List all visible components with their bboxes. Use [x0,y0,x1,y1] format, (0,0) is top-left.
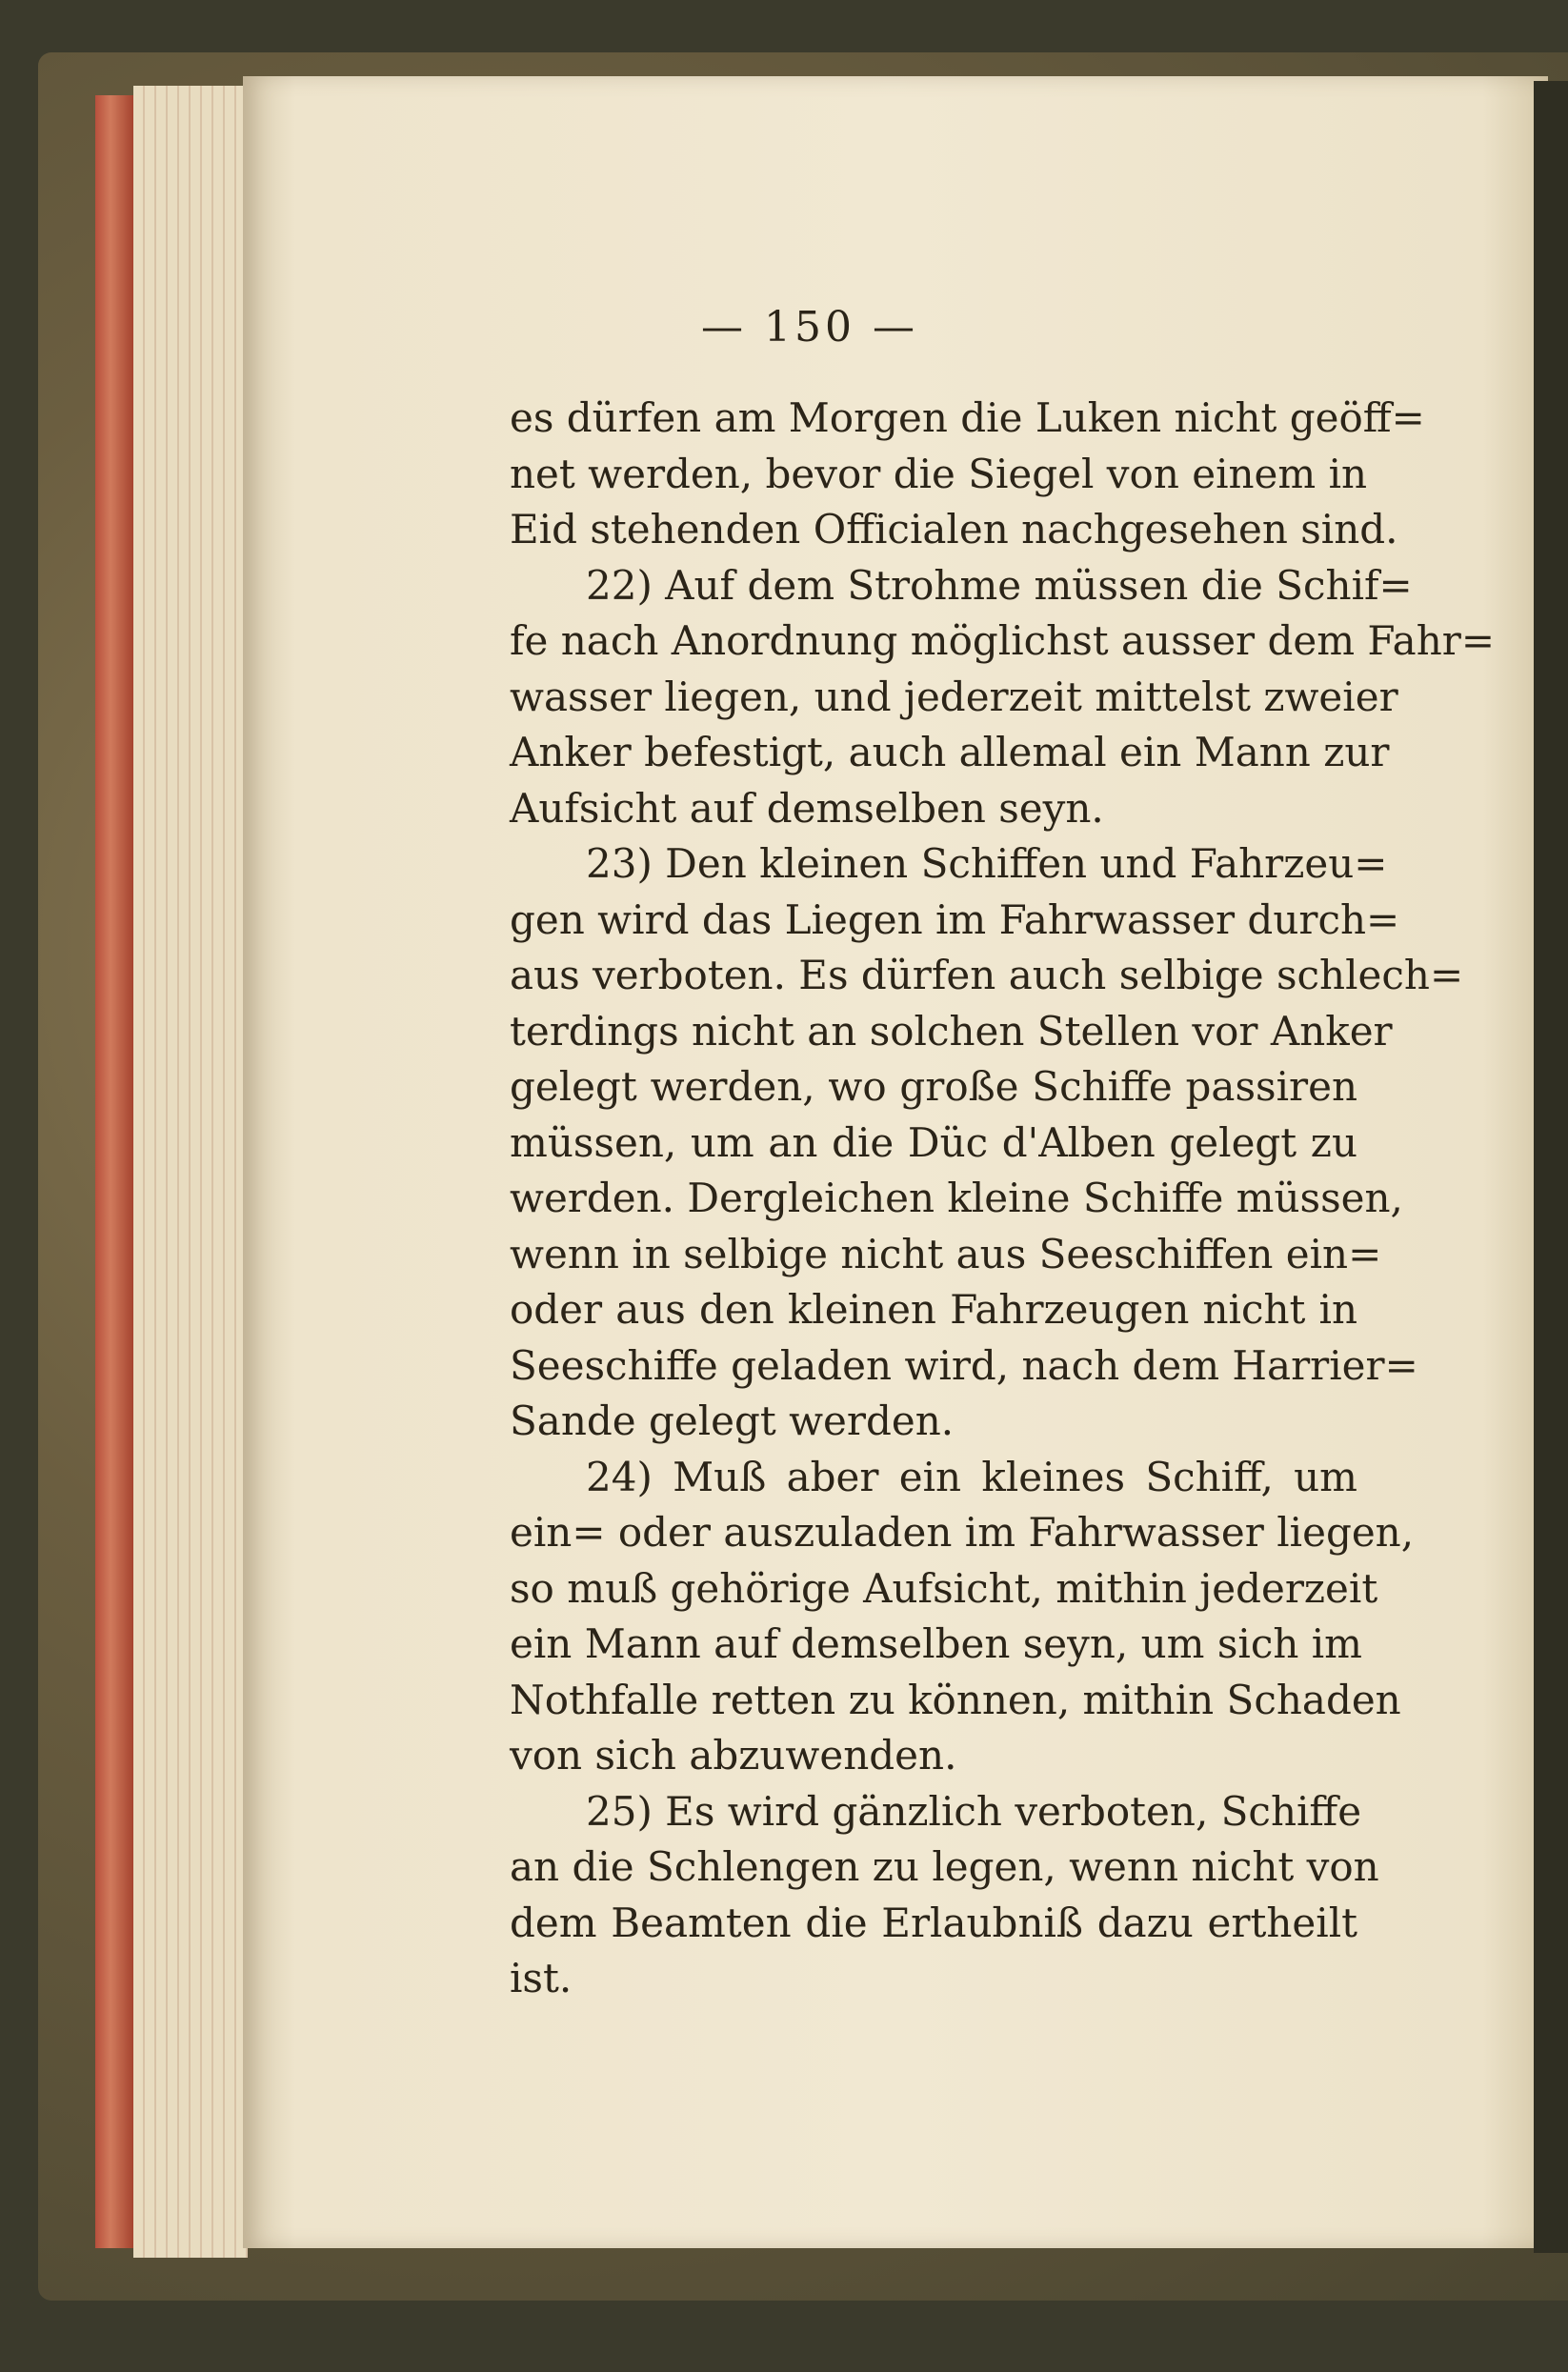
text-line: fe nach Anordnung möglichst ausser dem Fahr= [510,617,1496,664]
text-line: oder aus den kleinen Fahrzeugen nicht in [510,1286,1357,1333]
text-line: Sande gelegt werden. [510,1397,955,1444]
text-line: aus verboten. Es dürfen auch selbige schlech= [510,952,1464,998]
text-line: ein= oder auszuladen im Fahrwasser liegen, [510,1509,1415,1556]
page-number-header: — 150 — [701,303,918,352]
text-line: Aufsicht auf demselben seyn. [510,784,1104,832]
text-line: so muß gehörige Aufsicht, mithin jederzeit [510,1564,1378,1612]
text-line: gelegt werden, wo große Schiffe passiren [510,1063,1357,1110]
page-right-edge [1534,81,1568,2253]
text-line: net werden, bevor die Siegel von einem in [510,450,1368,497]
text-line: Eid stehenden Officialen nachgesehen sind. [510,506,1398,553]
text-line: an die Schlengen zu legen, wenn nicht von [510,1843,1379,1890]
text-line: es dürfen am Morgen die Luken nicht geöff= [510,394,1425,441]
text-line: wenn in selbige nicht aus Seeschiffen ein= [510,1230,1382,1277]
page-stack [133,86,248,2258]
text-line: wasser liegen, und jederzeit mittelst zweier [510,673,1398,720]
text-line: terdings nicht an solchen Stellen vor Anker [510,1007,1393,1055]
text-line: dem Beamten die Erlaubniß dazu ertheilt [510,1899,1357,1946]
text-line: müssen, um an die Düc d'Alben gelegt zu [510,1118,1357,1166]
text-line: gen wird das Liegen im Fahrwasser durch= [510,895,1400,943]
text-line: Nothfalle retten zu können, mithin Schaden [510,1676,1401,1723]
text-line: werden. Dergleichen kleine Schiffe müssen, [510,1175,1403,1221]
text-line: Anker befestigt, auch allemal ein Mann zur [510,729,1390,775]
text-line: 23) Den kleinen Schiffen und Fahrzeu= [586,840,1388,887]
text-line: Seeschiffe geladen wird, nach dem Harrier= [510,1341,1418,1389]
text-line: 22) Auf dem Strohme müssen die Schif= [586,561,1413,609]
text-line: ist. [510,1955,573,2001]
body-text [510,391,1496,2007]
text-line: von sich abzuwenden. [510,1732,957,1779]
text-line: ein Mann auf demselben seyn, um sich im [510,1620,1363,1667]
text-line: 25) Es wird gänzlich verboten, Schiffe [586,1787,1362,1835]
text-line: 24) Muß aber ein kleines Schiff, um [586,1453,1357,1500]
page-edge-red [95,95,133,2248]
